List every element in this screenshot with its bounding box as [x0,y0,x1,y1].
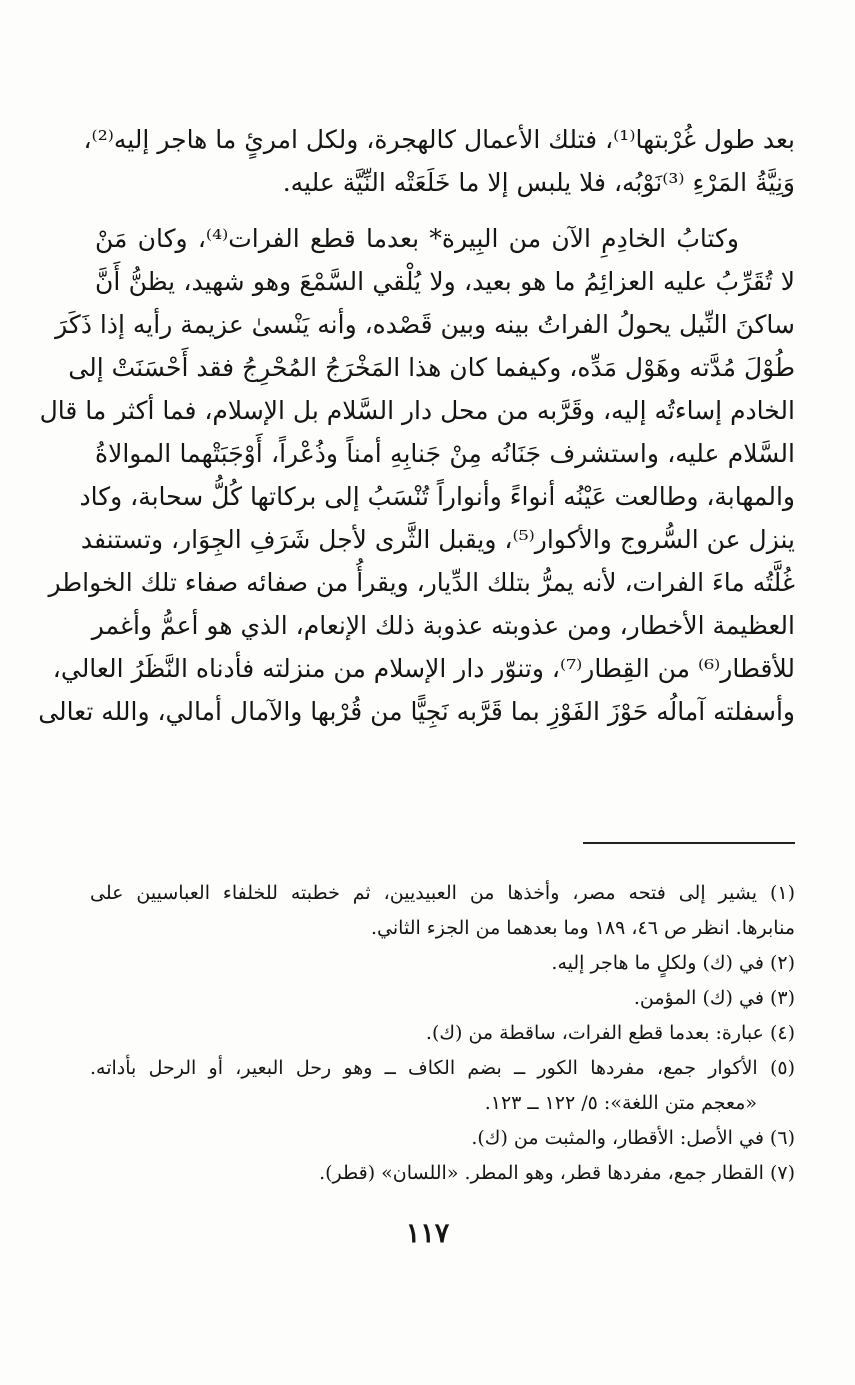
text-line: وأسفلته آمالُه حَوْزَ الفَوْزِ بما قَرَّبه نَجِيًّا من قُرْبها والآمال أمالي، والله تعالى [38,697,795,726]
footnote-line: منابرها. انظر ص ٤٦، ١٨٩ وما بعدهما من الجزء الثاني. [371,917,795,939]
text-line: غُلَّتُه ماءَ الفرات، لأنه يمرُّ بتلك الدِّيار، ويقرأُ من صفائه صفاء تلك الخواطر [48,568,795,597]
text-line: السَّلام عليه، واستشرف جَنَانُه مِنْ جَنابِهِ أمناً وذُعْراً، أَوْجَبَتْهما الموالاةُ [95,439,795,468]
footnote-line: (٥) الأكوار جمع، مفردها الكور ــ بضم الكاف ــ وهو رحل البعير، أو الرحل بأداته. [90,1057,795,1079]
text-line: الخادم إساءتُه إليه، وقَرَّبه من محل دار السَّلام بل الإسلام، فما أكثر ما قال [39,396,795,425]
text-line: ينزل عن السُّروج والأكوار⁽⁵⁾، ويقبل الثَّرى لأجل شَرَفِ الجِوَار، وتستنفد [80,525,795,554]
text-line: والمهابة، وطالعت عَيْنُه أنواءً وأنواراً تُنْسَبُ إلى بركاتها كُلُّ سحابة، وكاد [79,482,795,511]
footnotes [90,876,795,1191]
page-number: ١١٧ [405,1218,450,1249]
text-line: طُوْلَ مُدَّته وهَوْل مَدِّه، وكيفما كان هذا المَخْرَجُ المُحْرِجُ فقد أَحْسَنَتْ إلى [68,353,795,382]
text-line: العظيمة الأخطار، ومن عذوبته عذوبة ذلك الإنعام، الذي هو أعمُّ وأغمر [91,611,795,640]
footnote-line: (٦) في الأصل: الأقطار، والمثبت من (ك). [471,1127,795,1149]
footnote-separator [583,842,795,844]
main-text [38,118,795,733]
footnote-line: (٧) القطار جمع، مفردها قطر، وهو المطر. «اللسان» (قطر). [319,1162,795,1184]
text-line: بعد طول غُرْبتها⁽¹⁾، فتلك الأعمال كالهجرة، ولكل امرئٍ ما هاجر إليه⁽²⁾، [83,125,795,154]
footnote-line: (٣) في (ك) المؤمن. [633,987,795,1009]
footnote-line: (٢) في (ك) ولكلٍ ما هاجر إليه. [551,952,795,974]
text-line: ساكنَ النِّيل يحولُ الفراتُ بينه وبين قَصْده، وأنه يَنْسىٰ عزيمة رأيه إذا ذَكَرَ [55,310,795,339]
paragraph-gap [95,204,795,217]
text-line: وكتابُ الخادِمِ الآن من البِيرة* بعدما قطع الفرات⁽⁴⁾، وكان مَنْ [95,224,739,253]
footnote-line: «معجم متن اللغة»: ٥/ ١٢٢ ــ ١٢٣. [484,1092,757,1114]
text-line: لا تُقَرِّبُ عليه العزائِمُ ما هو بعيد، ولا يُلْقي السَّمْعَ وهو شهيد، يظنُّ أَنَّ [95,267,795,296]
footnote-line: (٤) عبارة: بعدما قطع الفرات، ساقطة من (ك). [425,1022,795,1044]
footnote-line: (١) يشير إلى فتحه مصر، وأخذها من العبيديين، ثم خطبته للخلفاء العباسيين على [90,882,795,904]
text-line: للأقطار⁽⁶⁾ من القِطار⁽⁷⁾، وتنوّر دار الإسلام من منزلته فأدناه النَّظَرُ العالي، [52,654,795,683]
text-line: وَنِيَّةُ المَرْءِ ⁽³⁾نَوْبُه، فلا يلبس إلا ما خَلَعَتْه النِّيَّة عليه. [282,168,795,197]
